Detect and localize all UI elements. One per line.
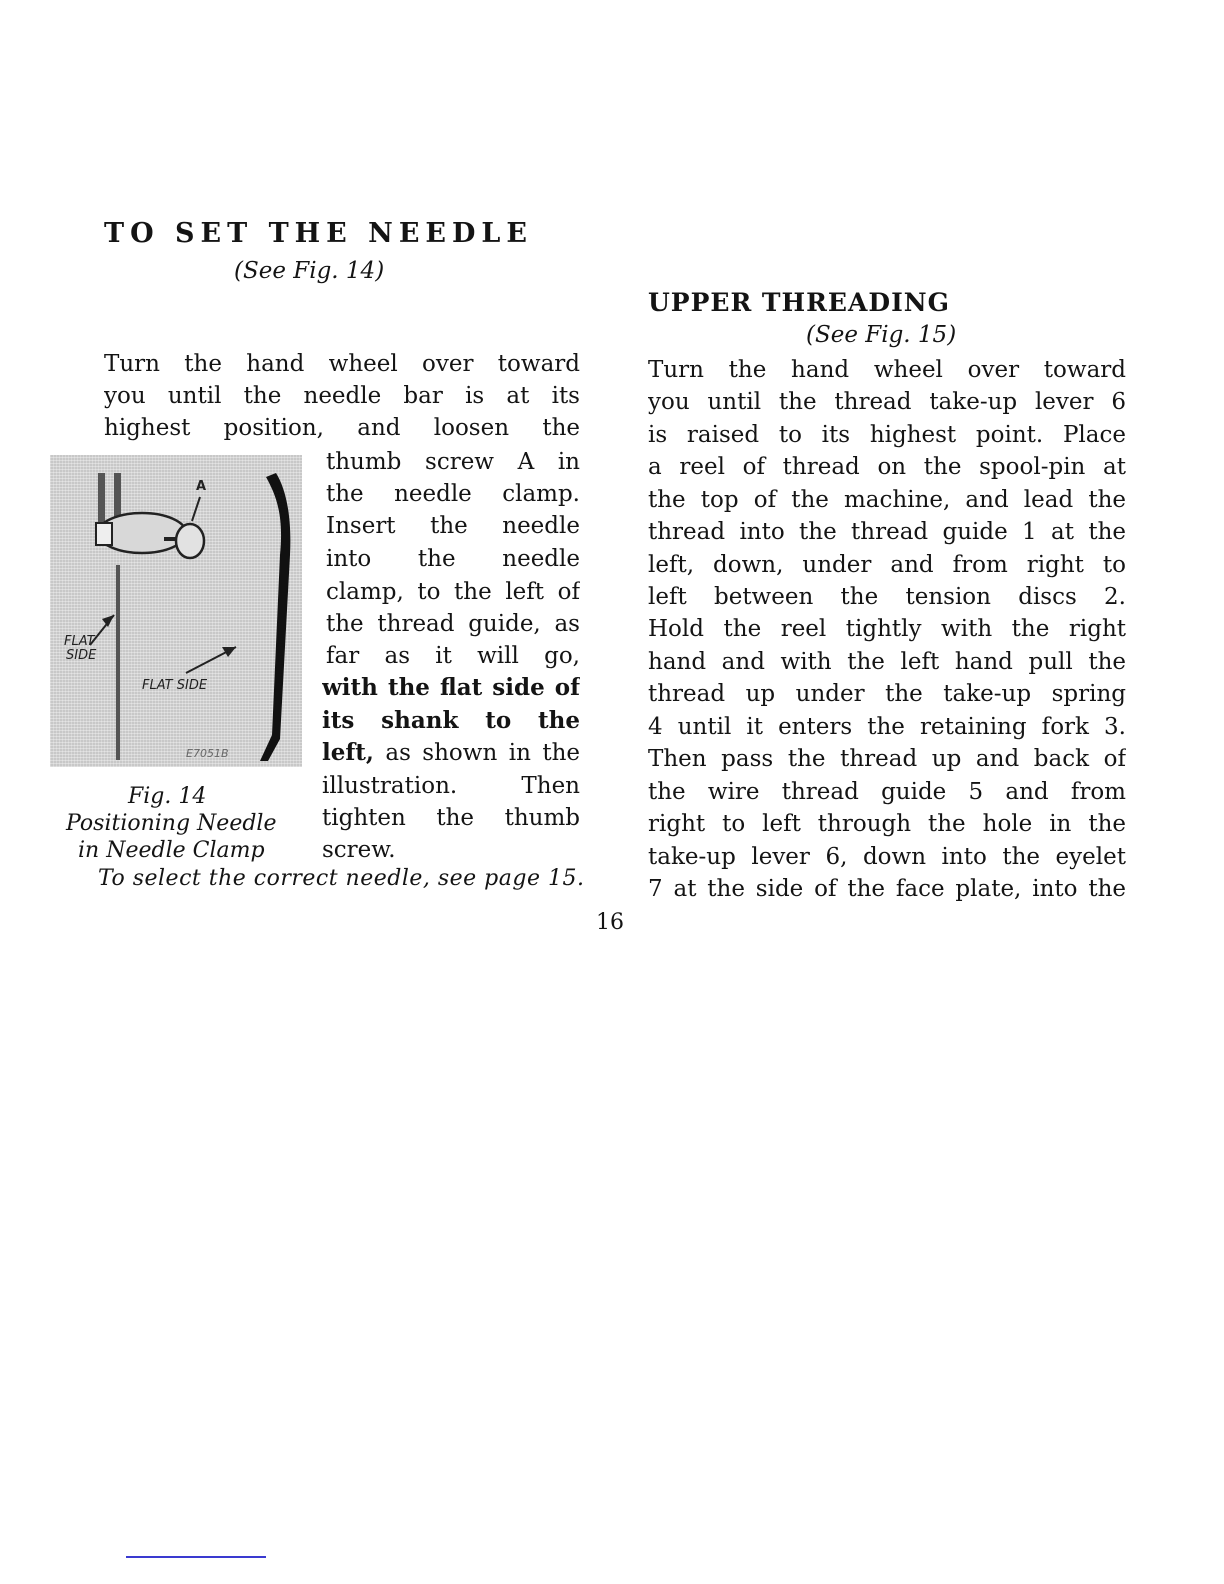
- page-number: 16: [596, 910, 624, 935]
- right-text-line: Hold the reel tightly with the right: [648, 616, 1126, 642]
- left-text-line: illustration. Then: [322, 773, 580, 799]
- right-text-line: the wire thread guide 5 and from: [648, 779, 1126, 805]
- figure-caption-line-2: in Needle Clamp: [78, 838, 265, 863]
- as-shown-text: as shown in the: [373, 740, 580, 766]
- right-text-line: hand and with the left hand pull the: [648, 649, 1126, 675]
- left-text-line: thumb screw A in: [326, 449, 580, 475]
- needle-clamp-illustration: [50, 455, 302, 767]
- set-needle-heading: TO SET THE NEEDLE: [104, 218, 533, 249]
- figure-caption-line-1: Positioning Needle: [66, 811, 277, 836]
- right-text-line: take-up lever 6, down into the eyelet: [648, 844, 1126, 870]
- right-text-line: thread up under the take-up spring: [648, 681, 1126, 707]
- right-text-line: is raised to its highest point. Place: [648, 422, 1126, 448]
- label-a: A: [196, 479, 207, 494]
- right-text-line: the top of the machine, and lead the: [648, 487, 1126, 513]
- left-text-line: into the needle: [326, 546, 580, 572]
- right-text-line: Then pass the thread up and back of: [648, 746, 1126, 772]
- right-text-line: 7 at the side of the face plate, into the: [648, 876, 1126, 902]
- left-text-line-bold: with the flat side of: [322, 674, 580, 701]
- footer-rule: [126, 1556, 266, 1558]
- right-text-line: 4 until it enters the retaining fork 3.: [648, 714, 1126, 740]
- left-text-line: the thread guide, as: [326, 611, 580, 637]
- needle-clamp-figure: [50, 455, 302, 767]
- left-text-line-mixed: [322, 737, 580, 769]
- left-text-line: Turn the hand wheel over toward: [104, 351, 580, 377]
- right-text-line: you until the thread take-up lever 6: [648, 389, 1126, 415]
- right-text-line: thread into the thread guide 1 at the: [648, 519, 1126, 545]
- see-fig-14: (See Fig. 14): [234, 258, 385, 284]
- select-needle-note: To select the correct needle, see page 15.: [98, 866, 585, 891]
- label-flat-left-2: SIDE: [66, 648, 97, 663]
- left-text-line: tighten the thumb: [322, 805, 580, 831]
- upper-threading-heading: UPPER THREADING: [648, 288, 950, 317]
- right-text-line: Turn the hand wheel over toward: [648, 357, 1126, 383]
- left-text-line: you until the needle bar is at its: [104, 383, 580, 409]
- right-text-line: left, down, under and from right to: [648, 552, 1126, 578]
- figure-caption-number: Fig. 14: [128, 784, 207, 809]
- left-text-line: far as it will go,: [326, 643, 580, 669]
- right-text-line: a reel of thread on the spool-pin at: [648, 454, 1126, 480]
- bold-left-word: left,: [322, 739, 374, 766]
- see-fig-15: (See Fig. 15): [806, 322, 957, 348]
- label-flat-center: FLAT SIDE: [142, 678, 208, 693]
- figure-code: E7051B: [186, 747, 229, 760]
- left-text-line: clamp, to the left of: [326, 579, 580, 605]
- left-text-line: Insert the needle: [326, 513, 580, 539]
- right-text-line: right to left through the hole in the: [648, 811, 1126, 837]
- left-text-line: the needle clamp.: [326, 481, 580, 507]
- right-text-line: left between the tension discs 2.: [648, 584, 1126, 610]
- left-text-line: highest position, and loosen the: [104, 415, 580, 441]
- left-text-line-bold: its shank to the: [322, 707, 580, 734]
- left-text-line: screw.: [322, 837, 396, 863]
- label-flat-left-1: FLAT: [64, 634, 95, 649]
